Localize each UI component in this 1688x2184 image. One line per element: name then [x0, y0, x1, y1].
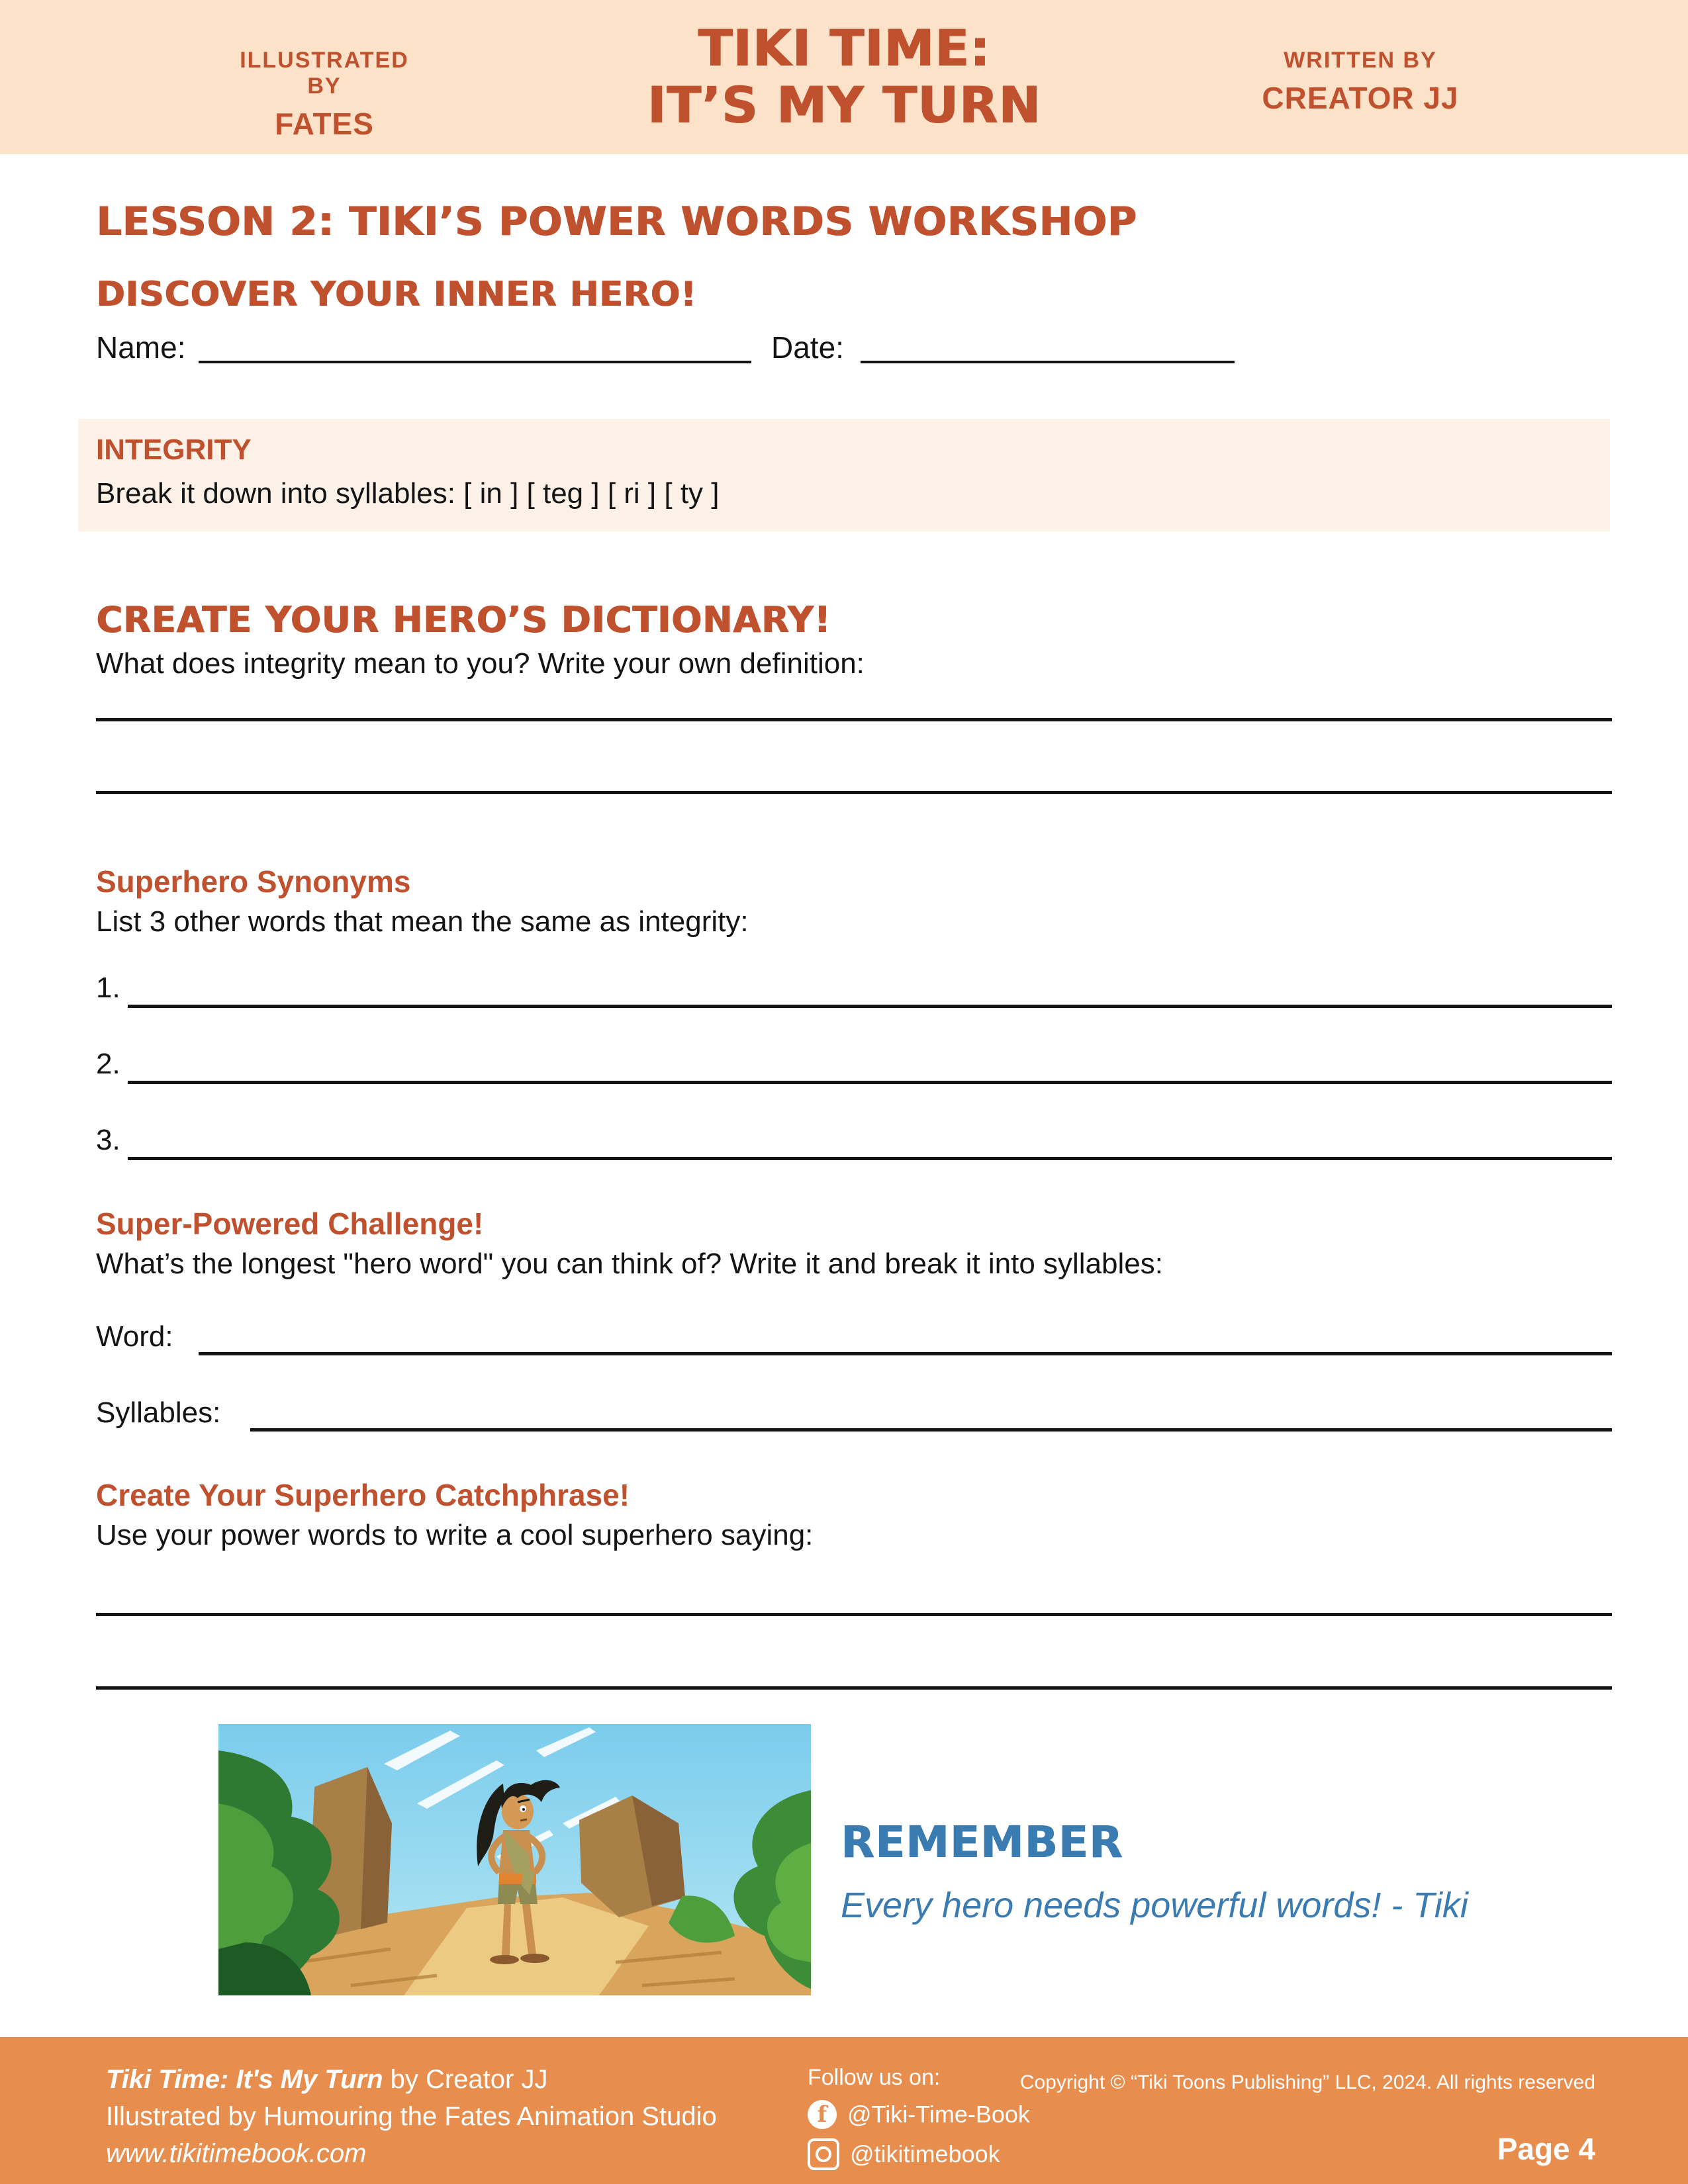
dictionary-prompt: What does integrity mean to you? Write your own definition:	[96, 647, 865, 680]
footer-social-block	[808, 2065, 1030, 2170]
catchphrase-line-2[interactable]	[96, 1686, 1612, 1690]
synonym-number-2: 2.	[96, 1048, 120, 1080]
follow-us-label: Follow us on:	[808, 2065, 941, 2090]
synonyms-heading: Superhero Synonyms	[96, 864, 411, 899]
book-title-line2: IT’S MY TURN	[647, 75, 1041, 134]
date-field-line[interactable]	[861, 361, 1235, 363]
instagram-handle: @tikitimebook	[850, 2140, 1000, 2167]
book-title-line1: TIKI TIME:	[698, 19, 990, 77]
dictionary-heading: CREATE YOUR HERO’S DICTIONARY!	[96, 599, 831, 641]
header-band	[0, 0, 1688, 154]
written-by-label: WRITTEN BY	[1284, 48, 1437, 73]
catchphrase-prompt: Use your power words to write a cool superhero saying:	[96, 1519, 814, 1551]
footer-book-line	[106, 2061, 717, 2098]
remember-quote: Every hero needs powerful words! - Tiki	[841, 1886, 1468, 1925]
synonym-number-1: 1.	[96, 972, 120, 1004]
tiki-illustration-svg	[218, 1724, 811, 1995]
written-by-block	[1261, 48, 1460, 116]
integrity-syllables-text: Break it down into syllables: [ in ] [ teg ] [ ri ] [ ty ]	[96, 477, 720, 510]
illustrator-name: FATES	[275, 107, 374, 141]
remember-block	[841, 1817, 1468, 1926]
challenge-heading: Super-Powered Challenge!	[96, 1206, 484, 1241]
illustrated-by-label: ILLUSTRATED BY	[240, 48, 409, 99]
syllables-label: Syllables:	[96, 1396, 221, 1429]
definition-line-1[interactable]	[96, 718, 1612, 721]
instagram-icon	[808, 2138, 839, 2170]
remember-heading: REMEMBER	[841, 1817, 1123, 1868]
footer-byline: by Creator JJ	[383, 2065, 548, 2094]
footer-website-link[interactable]: www.tikitimebook.com	[106, 2139, 367, 2168]
date-label: Date:	[771, 330, 844, 365]
tiki-illustration	[218, 1724, 811, 1995]
copyright-text: Copyright © “Tiki Toons Publishing” LLC, 2024. All rights reserved	[1019, 2071, 1595, 2093]
name-field-line[interactable]	[199, 361, 751, 363]
author-name: CREATOR JJ	[1262, 81, 1459, 115]
challenge-prompt: What’s the longest "hero word" you can think of? Write it and break it into syllables:	[96, 1248, 1163, 1280]
lesson-title: LESSON 2: TIKI’S POWER WORDS WORKSHOP	[96, 199, 1137, 245]
catchphrase-heading: Create Your Superhero Catchphrase!	[96, 1478, 630, 1512]
name-label: Name:	[96, 330, 186, 365]
synonyms-prompt: List 3 other words that mean the same as integrity:	[96, 905, 749, 938]
footer-band	[0, 2037, 1688, 2184]
facebook-icon: f	[808, 2100, 837, 2129]
definition-line-2[interactable]	[96, 791, 1612, 794]
synonym-line-3[interactable]	[128, 1157, 1612, 1160]
word-field-line[interactable]	[199, 1352, 1612, 1355]
synonym-line-1[interactable]	[128, 1005, 1612, 1008]
syllables-field-line[interactable]	[250, 1428, 1612, 1432]
footer-book-title: Tiki Time: It's My Turn	[106, 2065, 383, 2094]
synonym-line-2[interactable]	[128, 1081, 1612, 1084]
facebook-handle: @Tiki-Time-Book	[847, 2101, 1030, 2128]
word-label: Word:	[96, 1320, 173, 1353]
catchphrase-line-1[interactable]	[96, 1613, 1612, 1616]
footer-left-block	[106, 2061, 717, 2172]
facebook-row[interactable]	[808, 2100, 1030, 2129]
footer-illustrated-line: Illustrated by Humouring the Fates Animation Studio	[106, 2102, 717, 2131]
integrity-callout-box	[78, 419, 1610, 531]
lesson-subtitle: DISCOVER YOUR INNER HERO!	[96, 275, 697, 314]
instagram-row[interactable]	[808, 2138, 1030, 2170]
integrity-word: INTEGRITY	[96, 433, 252, 466]
page-number: Page 4	[1497, 2132, 1595, 2166]
synonym-number-3: 3.	[96, 1124, 120, 1156]
